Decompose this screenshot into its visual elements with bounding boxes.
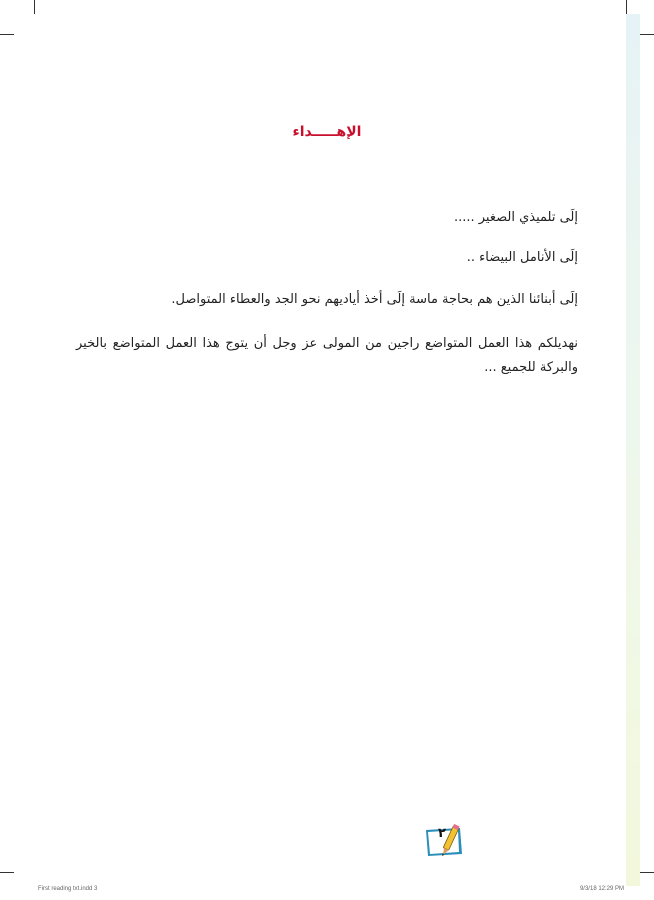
crop-mark [0, 34, 14, 35]
crop-mark [626, 0, 627, 14]
crop-mark [0, 872, 14, 873]
crop-mark [640, 872, 654, 873]
dedication-title: الإهـــــداء [292, 124, 362, 140]
dedication-paragraph: نهديلكم هذا العمل المتواضع راجين من المولى عز وجل أن يتوج هذا العمل المتواضع بالخير والبركة للجميع ... [76, 336, 578, 375]
dedication-line-1: إلَى تلميذي الصغير ..... [453, 210, 578, 225]
file-slug: First reading txt.indd 3 [38, 886, 98, 892]
dedication-line-3: إلَى أبنائنا الذين هم بحاجة ماسة إلَى أخذ أياديهم نحو الجد والعطاء المتواصل. [171, 292, 578, 307]
crop-mark [34, 0, 35, 14]
side-color-strip [626, 14, 640, 886]
crop-mark [640, 34, 654, 35]
dedication-line-2: إلَى الأنامل البيضاء .. [466, 250, 578, 265]
date-slug: 9/3/18 12:29 PM [579, 886, 624, 892]
page-number: ٢ [438, 826, 446, 841]
